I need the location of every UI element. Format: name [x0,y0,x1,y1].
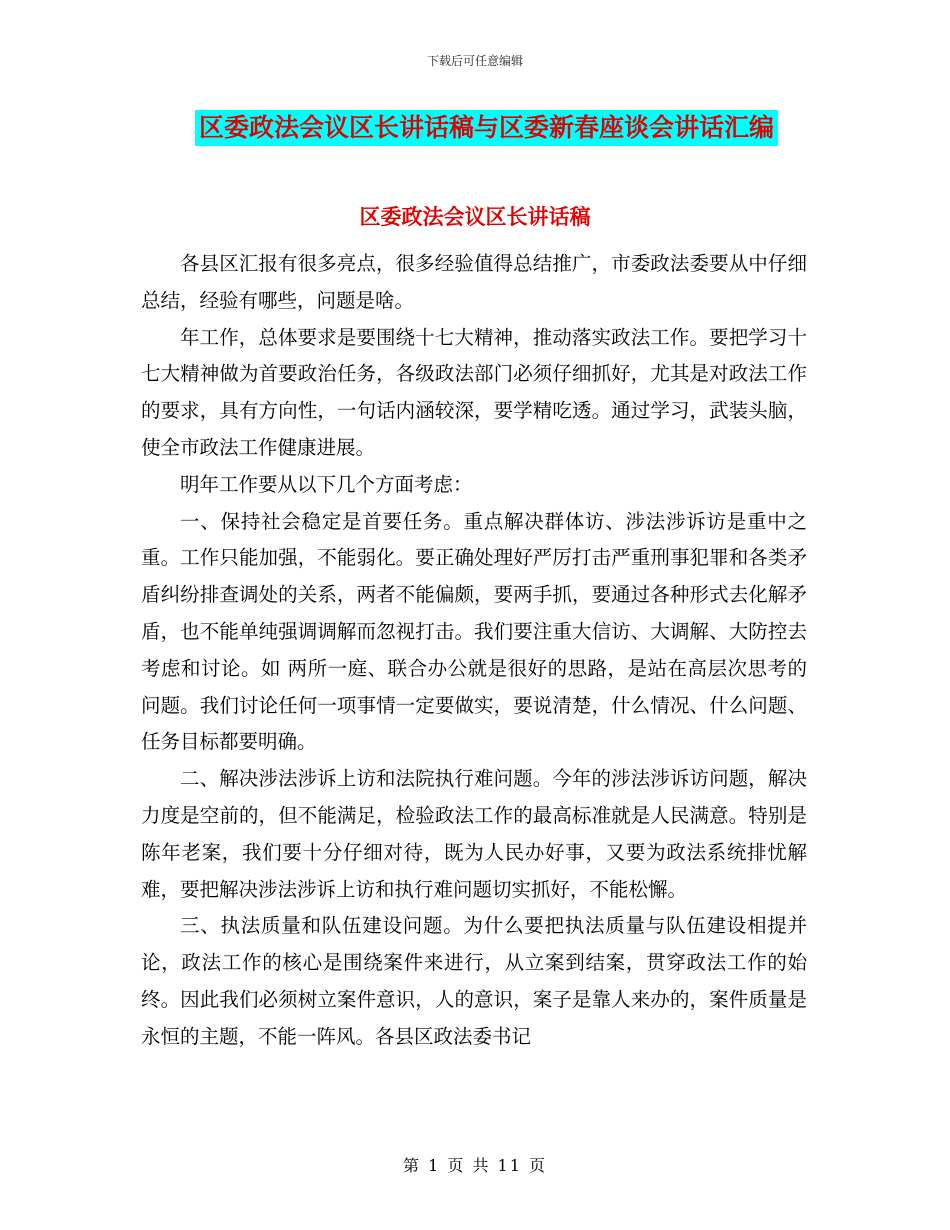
section-title: 区委政法会议区长讲话稿 [359,205,591,229]
paragraph: 二、解决涉法涉诉上访和法院执行难问题。今年的涉法涉诉访问题，解决力度是空前的，但不能满足，检验政法工作的最高标准就是人民满意。特别是陈年老案，我们要十分仔细对待，既为人民办好事，又要为政法系统排忧解难，要把解决涉法涉诉上访和执行难问题切实抓好，不能松懈。 [141,767,807,901]
page-header-note: 下载后可任意编辑 [426,54,523,68]
page-number-footer: 第 1 页 共 11 页 [403,1156,547,1175]
paragraph: 三、执法质量和队伍建设问题。为什么要把执法质量与队伍建设相提并论，政法工作的核心是围绕案件来进行，从立案到结案，贯穿政法工作的始终。因此我们必须树立案件意识，人的意识，案子是靠人来办的，案件质量是永恒的主题，不能一阵风。各县区政法委书记 [141,914,807,1048]
paragraph: 明年工作要从以下几个方面考虑： [180,472,473,496]
paragraph: 年工作，总体要求是要围绕十七大精神，推动落实政法工作。要把学习十七大精神做为首要政治任务，各级政法部门必须仔细抓好，尤其是对政法工作的要求，具有方向性，一句话内涵较深，要学精吃透。通过学习，武装头脑，使全市政法工作健康进展。 [141,325,807,459]
document-body [141,246,807,1056]
paragraph: 一、保持社会稳定是首要任务。重点解决群体访、涉法涉诉访是重中之重。工作只能加强，不能弱化。要正确处理好严厉打击严重刑事犯罪和各类矛盾纠纷排查调处的关系，两者不能偏颇，要两手抓，要通过各种形式去化解矛盾，也不能单纯强调调解而忽视打击。我们要注重大信访、大调解、大防控去考虑和讨论。如 两所一庭、联合办公就是很好的思路，是站在高层次思考的问题。我们讨论任何一项事情一定要做实，要说清楚，什么情况、什么问题、任务目标都要明确。 [141,509,807,754]
paragraph: 各县区汇报有很多亮点，很多经验值得总结推广，市委政法委要从中仔细总结，经验有哪些，问题是啥。 [141,252,807,312]
document-title: 区委政法会议区长讲话稿与区委新春座谈会讲话汇编 [195,110,778,146]
